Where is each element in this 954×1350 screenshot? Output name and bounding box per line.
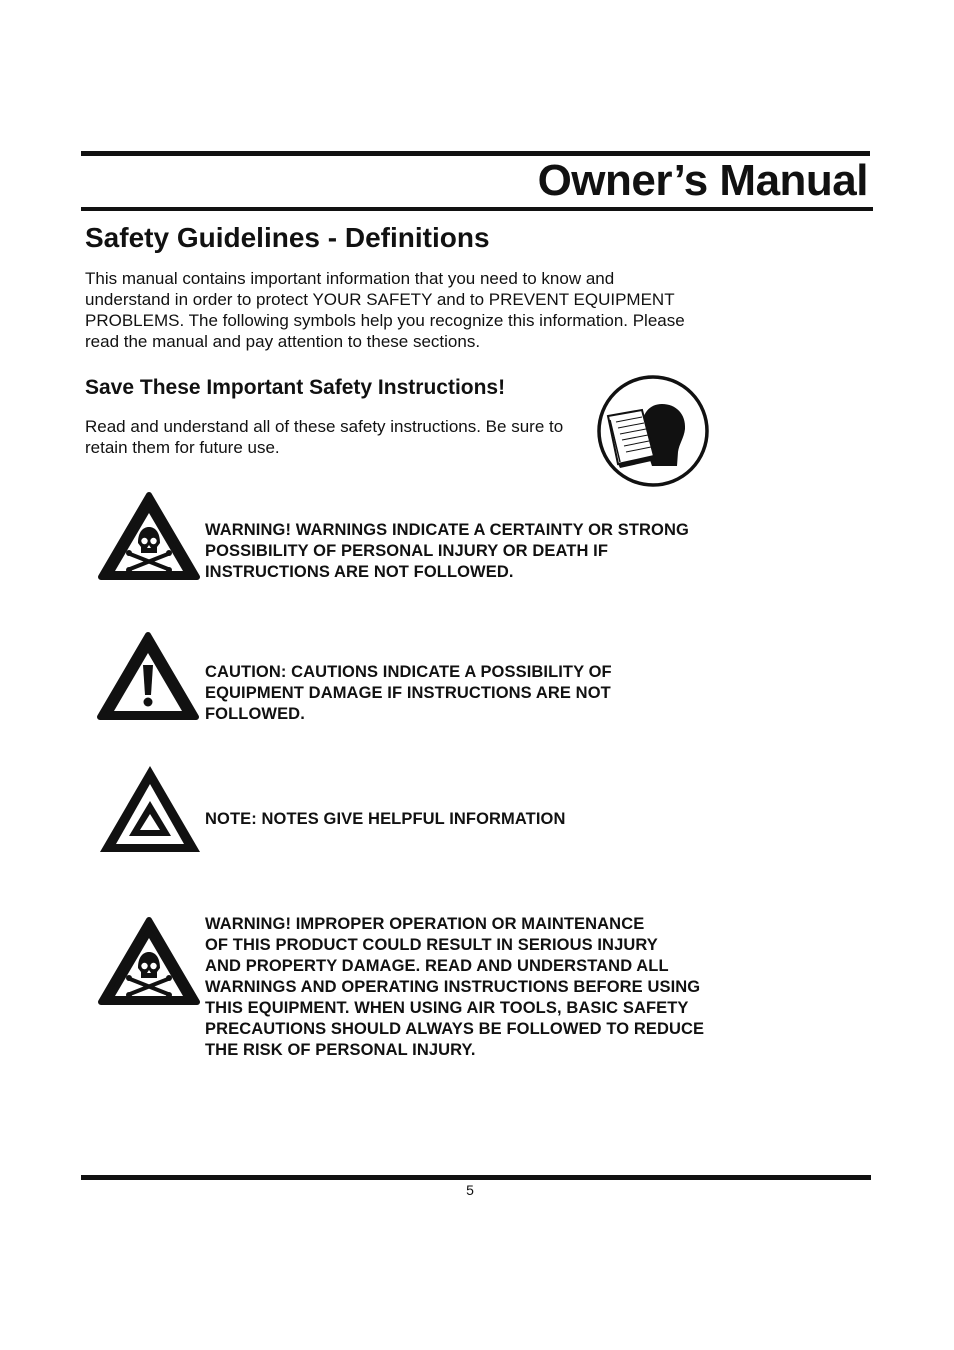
skull-warning-icon bbox=[97, 916, 201, 1006]
note-definition-text: NOTE: NOTES GIVE HELPFUL INFORMATION bbox=[205, 810, 566, 828]
improper-operation-warning-text: WARNING! IMPROPER OPERATION OR MAINTENANCE OF THIS PRODUCT COULD RESULT IN SERIOUS INJURY AND PROPERTY DAMAGE. READ AND UNDERSTAND ALL WARNINGS AND OPERATING INSTRUCTIONS BEFORE USING THIS EQUIPMENT. WHEN USING AIR TOOLS, BASIC SAFETY PRECAUTIONS SHOULD ALWAYS BE FOLLOWED TO REDUCE THE RISK OF PERSONAL INJURY. bbox=[205, 915, 705, 1059]
triangle-note-icon bbox=[98, 764, 202, 856]
warning-definition-text: WARNING! WARNINGS INDICATE A CERTAINTY OR STRONG POSSIBILITY OF PERSONAL INJURY OR DEATH IF INSTRUCTIONS ARE NOT FOLLOWED. bbox=[205, 521, 689, 581]
bottom-rule bbox=[81, 1175, 871, 1180]
read-manual-icon bbox=[596, 374, 710, 488]
page-number: 5 bbox=[466, 1182, 474, 1198]
caution-definition-text: CAUTION: CAUTIONS INDICATE A POSSIBILITY OF EQUIPMENT DAMAGE IF INSTRUCTIONS ARE NOT FOLLOWED. bbox=[205, 663, 612, 723]
title-underline-rule bbox=[81, 207, 873, 211]
skull-warning-icon bbox=[97, 491, 201, 581]
manual-title: Owner’s Manual bbox=[537, 156, 868, 205]
instructions-body: Read and understand all of these safety instructions. Be sure to retain them for future use. bbox=[85, 417, 564, 457]
exclamation-caution-icon bbox=[96, 631, 200, 721]
section-heading: Safety Guidelines - Definitions bbox=[85, 222, 490, 253]
instructions-heading: Save These Important Safety Instructions! bbox=[85, 376, 506, 399]
intro-paragraph: This manual contains important information that you need to know and understand in order to protect YOUR SAFETY and to PREVENT EQUIPMENT PROBLEMS. The following symbols help you recognize this information. Please read the manual and pay attention to these sections. bbox=[85, 269, 685, 351]
